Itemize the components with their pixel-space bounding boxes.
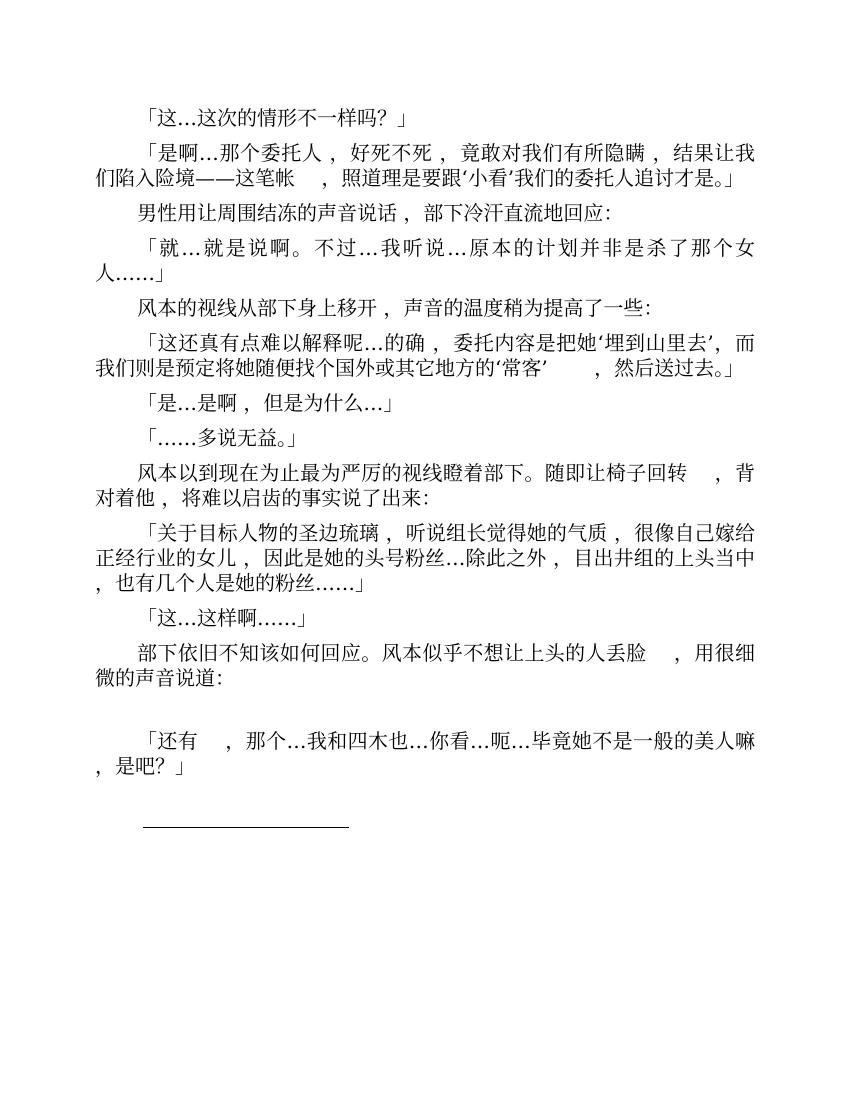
section-divider [143,827,349,828]
paragraph: 风本以到现在为止最为严厉的视线瞪着部下。随即让椅子回转 ，背对着他 ，将难以启齿的事实说了出来： [95,461,755,510]
paragraph: 「关于目标人物的圣边琉璃 ，听说组长觉得她的气质 ，很像自己嫁给正经行业的女儿 ，因此是她的头号粉丝…除此之外 ，目出井组的上头当中 ，也有几个人是她的粉丝……」 [95,521,755,595]
paragraph: 「还有 ，那个…我和四木也…你看…呃…毕竟她不是一般的美人嘛 ，是吧？」 [95,729,755,778]
paragraph: 「这…这次的情形不一样吗？」 [137,106,417,130]
paragraph: 「这…这样啊……」 [137,606,317,630]
paragraph: 「是…是啊 ，但是为什么…」 [137,391,404,415]
paragraph: 「就…就是说啊。不过…我听说…原本的计划并非是杀了那个女人……」 [95,236,755,285]
paragraph: 「是啊…那个委托人 ，好死不死 ，竟敢对我们有所隐瞒 ，结果让我们陷入险境——这笔帐 ，照道理是要跟‘小看’我们的委托人追讨才是。」 [95,141,755,190]
paragraph: 部下依旧不知该如何回应。风本似乎不想让上头的人丢脸 ，用很细微的声音说道： [95,641,755,690]
blank-space [95,701,755,729]
paragraph: 男性用让周围结冻的声音说话 ，部下冷汗直流地回应： [137,201,624,225]
paragraph: 「这还真有点难以解释呢…的确 ，委托内容是把她‘埋到山里去’，而我们则是预定将她随便找个国外或其它地方的‘常客’ ，然后送过去。」 [95,331,755,380]
paragraph: 「……多说无益。」 [137,426,307,450]
paragraph: 风本的视线从部下身上移开 ，声音的温度稍为提高了一些： [137,296,664,320]
document-body [95,106,755,828]
